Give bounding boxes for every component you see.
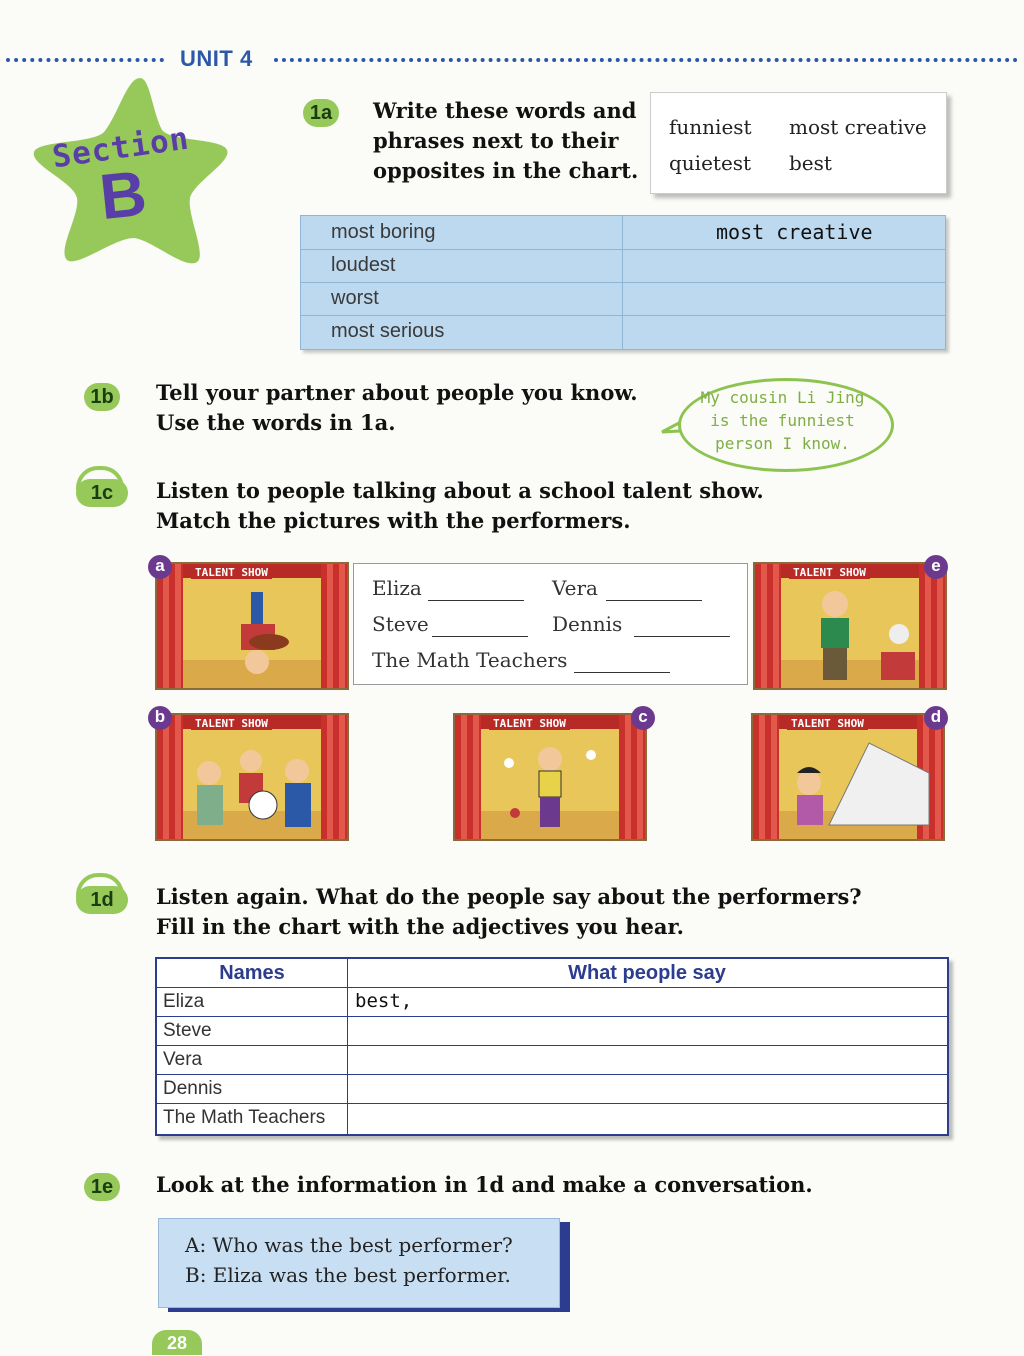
word-item: quietest bbox=[669, 151, 752, 175]
instruction-1a: Write these words and phrases next to their opposites in the chart. bbox=[373, 98, 639, 183]
adjectives-chart bbox=[155, 957, 949, 1136]
word-item: best bbox=[789, 151, 832, 175]
instruction-1d: Listen again. What do the people say about the performers? Fill in the chart with the adjectives you hear. bbox=[156, 884, 862, 939]
row-name: Dennis bbox=[163, 1078, 223, 1099]
word-box-1a bbox=[650, 92, 947, 194]
table-row bbox=[157, 1074, 947, 1104]
exercise-badge-1e: 1e bbox=[84, 1173, 120, 1201]
table-divider bbox=[622, 216, 623, 349]
conversation-line-a: A: Who was the best performer? bbox=[185, 1233, 513, 1257]
talent-show-picture-a: TALENT SHOW bbox=[155, 562, 349, 690]
table-cell: loudest bbox=[331, 254, 396, 276]
header-dots-left bbox=[6, 58, 164, 62]
performer-name: The Math Teachers bbox=[372, 648, 568, 672]
conversation-line-b: B: Eliza was the best performer. bbox=[185, 1263, 511, 1287]
table-cell-answer: most creative bbox=[716, 220, 873, 244]
table-cell: worst bbox=[331, 287, 379, 309]
section-label: Section bbox=[50, 120, 192, 176]
instruction-1c: Listen to people talking about a school talent show. Match the pictures with the performers. bbox=[156, 478, 764, 533]
table-row bbox=[157, 1045, 947, 1075]
exercise-badge-1a: 1a bbox=[303, 99, 339, 127]
instruction-1b: Tell your partner about people you know. Use the words in 1a. bbox=[156, 380, 638, 435]
table-cell: most serious bbox=[331, 320, 445, 342]
header-dots-right bbox=[274, 58, 1018, 62]
conversation-box bbox=[158, 1218, 560, 1308]
performers-match-box bbox=[353, 563, 748, 685]
word-item: funniest bbox=[669, 115, 752, 139]
table-row bbox=[301, 216, 945, 250]
exercise-badge-1c: 1c bbox=[76, 479, 128, 507]
picture-letter-b: b bbox=[148, 706, 172, 730]
table-divider bbox=[347, 959, 348, 1134]
table-row bbox=[157, 1016, 947, 1046]
table-row bbox=[157, 1103, 947, 1132]
row-name: Steve bbox=[163, 1020, 212, 1041]
picture-letter-d: d bbox=[924, 706, 948, 730]
band-musicians-icon bbox=[179, 733, 329, 839]
table-row bbox=[301, 282, 945, 316]
answer-blank[interactable] bbox=[428, 600, 524, 601]
opposites-chart bbox=[300, 215, 946, 350]
picture-letter-c: c bbox=[631, 706, 655, 730]
performer-name: Eliza bbox=[372, 576, 422, 600]
talent-show-picture-b: TALENT SHOW bbox=[155, 713, 349, 841]
talent-show-picture-e: TALENT SHOW bbox=[753, 562, 947, 690]
exercise-badge-1d: 1d bbox=[76, 886, 128, 914]
page-number: 28 bbox=[152, 1330, 202, 1355]
unit-title: UNIT 4 bbox=[180, 46, 253, 71]
picture-letter-a: a bbox=[148, 555, 172, 579]
column-header-say: What people say bbox=[568, 962, 726, 984]
column-header-names: Names bbox=[219, 962, 285, 984]
instruction-1e: Look at the information in 1d and make a conversation. bbox=[156, 1172, 813, 1197]
performer-name: Steve bbox=[372, 612, 429, 636]
row-name: Vera bbox=[163, 1049, 203, 1070]
table-row bbox=[301, 249, 945, 283]
answer-blank[interactable] bbox=[634, 636, 730, 637]
talent-show-picture-d: TALENT SHOW bbox=[751, 713, 945, 841]
table-cell: most boring bbox=[331, 221, 436, 243]
performer-name: Dennis bbox=[552, 612, 623, 636]
picture-letter-e: e bbox=[924, 555, 948, 579]
talent-show-picture-c: TALENT SHOW bbox=[453, 713, 647, 841]
acrobat-violinist-icon bbox=[217, 584, 297, 684]
table-header bbox=[157, 959, 947, 988]
table-row bbox=[157, 987, 947, 1017]
answer-blank[interactable] bbox=[574, 672, 670, 673]
word-item: most creative bbox=[789, 115, 927, 139]
row-name: Eliza bbox=[163, 991, 205, 1012]
performer-name: Vera bbox=[552, 576, 598, 600]
section-letter: B bbox=[96, 156, 150, 234]
answer-blank[interactable] bbox=[432, 636, 528, 637]
exercise-badge-1b: 1b bbox=[84, 383, 120, 411]
speech-bubble-text: My cousin Li Jing is the funniest person I know. bbox=[700, 388, 865, 453]
table-row bbox=[301, 315, 945, 348]
pianist-icon bbox=[779, 733, 939, 837]
row-name: The Math Teachers bbox=[163, 1107, 326, 1128]
comedian-with-dog-icon bbox=[795, 582, 925, 686]
juggler-icon bbox=[495, 733, 605, 839]
row-say[interactable]: best, bbox=[355, 990, 413, 1012]
answer-blank[interactable] bbox=[606, 600, 702, 601]
